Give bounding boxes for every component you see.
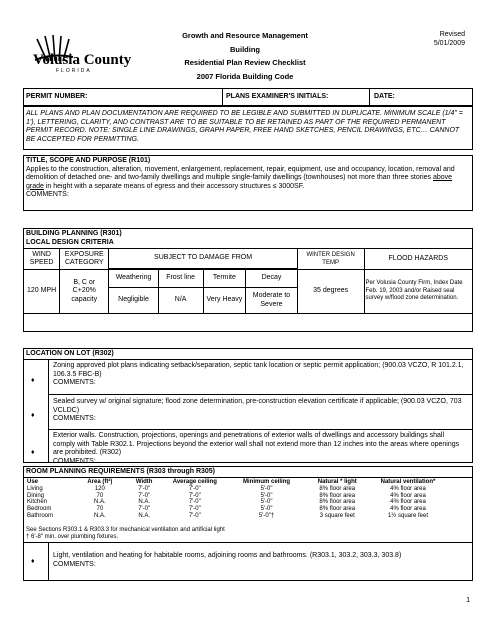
cell: 8% floor area — [319, 492, 356, 499]
room-planning-section — [23, 466, 473, 581]
wind-speed-header: WIND SPEED — [24, 249, 60, 270]
termite-header: Termite — [203, 270, 246, 288]
header-line4: 2007 Florida Building Code — [196, 72, 294, 81]
cell: 7'-0" — [188, 492, 201, 499]
bullet-diamond: ♦ — [31, 412, 35, 419]
cell: 5'-0" — [260, 492, 273, 499]
cell: 3 square feet — [319, 512, 355, 519]
building-planning-heading: BUILDING PLANNING (R301) — [26, 230, 122, 237]
location-item-3 — [53, 432, 468, 466]
termite-value: Very Heavy — [203, 288, 246, 314]
weathering-value: Negligible — [109, 288, 158, 314]
cell: N.A. — [138, 499, 150, 506]
cell: 7'-0" — [138, 492, 151, 499]
cell: 7'-0" — [188, 512, 201, 519]
permit-number-label: PERMIT NUMBER: — [26, 93, 88, 100]
col-area: Area (ft²) — [87, 479, 113, 485]
frost-line-value: N/A — [158, 288, 203, 314]
header-line3: Residential Plan Review Checklist — [184, 58, 306, 67]
weathering-header: Weathering — [109, 270, 158, 288]
location-item-1-text: Zoning approved plot plans indicating setback/separation, septic tank location or septic permit application; (900.03 VCZO, R 101.2.1, 106.3.5 FBC-B) — [53, 362, 464, 378]
cell: Kitchen — [27, 499, 48, 506]
page-number: 1 — [466, 597, 470, 604]
cell: Bedroom — [27, 506, 52, 513]
table-row — [26, 486, 446, 493]
cell: N.A. — [94, 499, 106, 506]
room-note-1: See Sections R303.1 & R303.3 for mechanical ventilation and artificial light — [26, 527, 225, 533]
location-item-1-comments: COMMENTS: — [53, 379, 96, 386]
bullet-diamond: ♦ — [31, 558, 35, 565]
title-scope-body — [26, 166, 470, 192]
location-heading: LOCATION ON LOT (R302) — [26, 350, 114, 357]
location-on-lot-section — [23, 348, 473, 463]
title-scope-section — [23, 155, 473, 211]
cell: 7'-0" — [188, 485, 201, 492]
cell: 5'-0" — [260, 506, 273, 513]
revision-info — [434, 30, 465, 48]
room-planning-heading: ROOM PLANNING REQUIREMENTS (R303 through R305) — [26, 468, 216, 475]
room-planning-item-text: Light, ventilation and heating for habitable rooms, adjoining rooms and bathrooms. (R303.1, 303.2, 303.3, 303.8) — [53, 552, 402, 559]
table-row — [26, 493, 446, 500]
cell: N.A. — [94, 512, 106, 519]
title-scope-heading: TITLE, SCOPE AND PURPOSE (R101) — [26, 157, 151, 164]
local-design-criteria-heading: LOCAL DESIGN CRITERIA — [26, 239, 114, 246]
location-item-3-text: Exterior walls. Construction, projections, openings and penetrations of exterior walls of dwellings and accessory buildings shall comply with Table R302.1. Projections beyond the exterior wall shall not extend more than 12 inches into the areas where openings are prohibited. (R302) — [53, 432, 460, 456]
cell: 4% floor area — [390, 499, 426, 506]
title-scope-comments: COMMENTS: — [26, 191, 69, 198]
col-avg-ceiling: Average ceiling — [172, 479, 217, 485]
cell: 70 — [96, 492, 104, 499]
logo-name: Volusia County — [33, 52, 132, 68]
winter-temp-header: WINTER DESIGN TEMP — [297, 249, 364, 270]
cell: 8% floor area — [319, 485, 356, 492]
cell: 8% floor area — [319, 506, 356, 513]
permit-row — [23, 88, 473, 106]
revised-date: 5/01/2009 — [433, 40, 465, 47]
winter-temp-value: 35 degrees — [297, 270, 364, 314]
location-item-2-text: Sealed survey w/ original signature; flood zone determination, pre-construction elevation certificate if applicable; (900.03 VCZO, 703 VCLDC) — [53, 398, 462, 414]
cell: 1½ square feet — [387, 512, 428, 519]
subject-to-damage-header: SUBJECT TO DAMAGE FROM — [109, 249, 297, 269]
cell: Living — [27, 485, 43, 492]
room-planning-item-comments: COMMENTS: — [53, 560, 96, 568]
cell: 7'-0" — [188, 506, 201, 513]
frost-line-header: Frost line — [158, 270, 203, 288]
col-natural-ventilation: Natural ventilation* — [380, 479, 436, 485]
header-line2: Building — [230, 45, 260, 54]
header-line1: Growth and Resource Management — [182, 31, 308, 40]
table-row — [26, 513, 446, 520]
date-label: DATE: — [374, 93, 395, 100]
room-planning-item — [53, 552, 468, 569]
submission-notice: ALL PLANS AND PLAN DOCUMENTATION ARE REQUIRED TO BE LEGIBLE AND SUBMITTED IN DUPLICATE. MINIMUM SCALE (1/4" = 1'), LETTERING, CLARITY, AND CONTRAST ARE TO BE SUITABLE TO BE RETAINED AS PART OF THE REQUIRED PERMANENT PERMIT RECORD. NOTE: SINGLE LINE DRAWINGS, GRAPH PAPER, FREE HAND SKETCHES, PENCIL DRAWINGS, ETC… CANNOT BE ACCEPTED FOR PERMITTING. — [23, 106, 473, 150]
col-width: Width — [135, 479, 153, 485]
col-min-ceiling: Minimum ceiling — [243, 479, 291, 485]
bullet-diamond: ♦ — [31, 377, 35, 384]
flood-hazards-value: Per Volusia County Firm, Index Date Feb. 19, 2003 and/or Raised seal survey w/flood zone determination. — [364, 270, 472, 314]
cell: Bathroom — [27, 512, 54, 519]
revised-label: Revised — [439, 31, 465, 38]
room-table-notes — [26, 527, 225, 541]
logo-subname: FLORIDA — [56, 68, 92, 74]
cell: 7'-0" — [138, 506, 151, 513]
location-item-2 — [53, 398, 468, 424]
location-item-1 — [53, 362, 468, 388]
cell: 5'-0"† — [258, 512, 275, 519]
exposure-value: B, C or C+20% capacity — [60, 270, 109, 314]
above-grade-text: above grade — [26, 174, 453, 190]
cell: 70 — [96, 506, 104, 513]
building-planning-section — [23, 228, 473, 332]
decay-value: Moderate to Severe — [246, 288, 297, 314]
cell: 7'-0" — [188, 499, 201, 506]
room-note-2: † 6'-8" min. over plumbing fixtures. — [26, 533, 118, 540]
bullet-diamond: ♦ — [31, 449, 35, 456]
col-use: Use — [27, 479, 39, 485]
title-scope-text: Applies to the construction, alteration, movement, enlargement, replacement, repair, equipment, use and occupancy, location, removal and demolition of detached one- and two-family dwellings and multiple single-family dwellings (townhouses) not more than three stories — [26, 165, 455, 181]
room-requirements-table — [26, 479, 446, 520]
location-item-3-comments: COMMENTS: — [53, 457, 96, 465]
cell: 8% floor area — [319, 499, 356, 506]
flood-hazards-header: FLOOD HAZARDS — [364, 249, 472, 270]
cell: Dining — [27, 492, 45, 499]
table-row — [26, 499, 446, 506]
cell: 5'-0" — [260, 485, 273, 492]
cell: 4% floor area — [390, 485, 426, 492]
location-item-2-comments: COMMENTS: — [53, 415, 96, 422]
cell: 4% floor area — [390, 506, 426, 513]
cell: 4% floor area — [390, 492, 426, 499]
cell: 5'-0" — [260, 499, 273, 506]
decay-header: Decay — [246, 270, 297, 288]
examiner-initials-label: PLANS EXAMINER'S INITIALS: — [226, 93, 329, 100]
wind-speed-value: 120 MPH — [24, 270, 60, 314]
table-row — [26, 506, 446, 513]
col-natural-light: Natural * light — [317, 479, 357, 485]
exposure-header: EXPOSURE CATEGORY — [60, 249, 109, 270]
cell: 120 — [94, 485, 105, 492]
cell: N.A. — [138, 512, 150, 519]
cell: 7'-0" — [138, 485, 151, 492]
design-criteria-table — [23, 248, 473, 314]
title-scope-text-end: in height with a separate means of egress and their accessory structures ≤ 3000SF. — [43, 182, 305, 190]
